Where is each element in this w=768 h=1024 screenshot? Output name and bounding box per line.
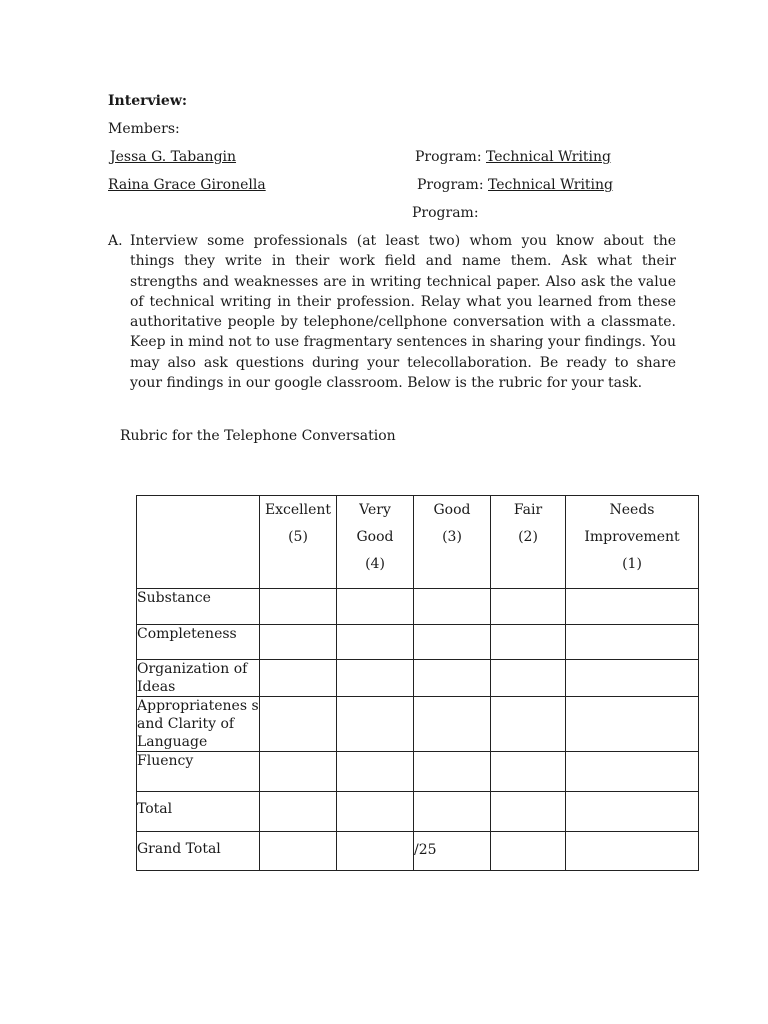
program-label: Program: (412, 205, 479, 221)
member-name: Jessa G. Tabangin (110, 149, 237, 165)
list-marker: A. (108, 233, 123, 249)
score-cell (337, 792, 414, 832)
member-name-field (110, 148, 402, 166)
score-cell (337, 660, 414, 697)
member-row (108, 176, 388, 194)
score-cell (414, 697, 491, 752)
table-row-grand-total (137, 832, 699, 871)
header-line: (3) (442, 529, 462, 545)
score-cell (260, 589, 337, 625)
program-value: Technical Writing (488, 177, 614, 193)
members-label: Members: (108, 121, 180, 137)
program-field (488, 176, 615, 194)
page-heading: Interview: (108, 93, 188, 109)
grand-total-value: /25 (414, 832, 491, 871)
criterion-label: Fluency (137, 752, 260, 792)
member-row (108, 204, 408, 222)
header-corner-cell (137, 496, 260, 589)
header-line: Very (359, 502, 391, 518)
table-row (137, 589, 699, 625)
criterion-label: Organization of Ideas (137, 660, 260, 697)
score-cell (260, 752, 337, 792)
criterion-label: Appropriatenes s and Clarity of Language (137, 698, 259, 750)
score-cell (414, 589, 491, 625)
program-label: Program: (415, 149, 482, 165)
score-cell (260, 625, 337, 660)
header-line: (4) (365, 556, 385, 572)
table-row (137, 697, 699, 752)
member-name-field (108, 176, 388, 194)
score-cell (260, 832, 337, 871)
table-header-row (137, 496, 699, 589)
column-header-very-good (337, 496, 414, 589)
column-header-fair (491, 496, 566, 589)
header-line: (2) (518, 529, 538, 545)
criterion-label: Total (137, 792, 260, 832)
criterion-label: Substance (137, 589, 260, 625)
score-cell (566, 792, 699, 832)
score-cell (491, 660, 566, 697)
score-cell (260, 697, 337, 752)
column-header-good (414, 496, 491, 589)
rubric-table (136, 495, 699, 871)
member-row (110, 148, 402, 166)
score-cell (566, 625, 699, 660)
header-line: (5) (288, 529, 308, 545)
score-cell (491, 752, 566, 792)
score-cell (491, 625, 566, 660)
program-label: Program: (417, 177, 484, 193)
column-header-excellent (260, 496, 337, 589)
score-cell (566, 832, 699, 871)
score-cell (566, 660, 699, 697)
instruction-text: Interview some professionals (at least two) whom you know about the things they write in their work field and name them. Ask what their strengths and weaknesses are in writing technical paper. Also ask the value of technical writing in their profession. Relay what you learned from these authoritative people by telephone/cellphone conversation with a classmate. Keep in mind not to use fragmentary sentences in sharing your findings. You may also ask questions during your telecollaboration. Be ready to share your findings in our google classroom. Below is the rubric for your task. (130, 233, 676, 392)
member-program (415, 148, 613, 166)
score-cell (491, 697, 566, 752)
criterion-label: Grand Total (137, 832, 260, 871)
score-cell (337, 589, 414, 625)
table-row (137, 625, 699, 660)
instruction-paragraph (108, 231, 676, 393)
score-cell (260, 792, 337, 832)
header-line: Excellent (264, 502, 332, 518)
score-cell (566, 697, 699, 752)
score-cell (337, 697, 414, 752)
score-cell (260, 660, 337, 697)
score-cell (491, 832, 566, 871)
column-header-needs-improvement (566, 496, 699, 589)
header-line: Needs (609, 502, 655, 518)
score-cell (566, 589, 699, 625)
score-cell (337, 625, 414, 660)
table-row (137, 752, 699, 792)
score-cell (414, 752, 491, 792)
program-value: Technical Writing (486, 149, 612, 165)
rubric-title: Rubric for the Telephone Conversation (120, 428, 396, 444)
score-cell (337, 832, 414, 871)
criterion-label: Completeness (137, 625, 260, 660)
header-line: (1) (622, 556, 642, 572)
score-cell (491, 792, 566, 832)
header-line: Good (356, 529, 394, 545)
table-row (137, 660, 699, 697)
member-program (417, 176, 615, 194)
header-line: Good (433, 502, 471, 518)
header-line: Improvement (584, 529, 680, 545)
table-row-total (137, 792, 699, 832)
member-name: Raina Grace Gironella (108, 177, 266, 193)
score-cell (414, 625, 491, 660)
score-cell (491, 589, 566, 625)
score-cell (414, 792, 491, 832)
score-cell (566, 752, 699, 792)
score-cell (414, 660, 491, 697)
header-line: Fair (513, 502, 543, 518)
program-field (486, 148, 613, 166)
score-cell (337, 752, 414, 792)
member-program (412, 204, 616, 222)
